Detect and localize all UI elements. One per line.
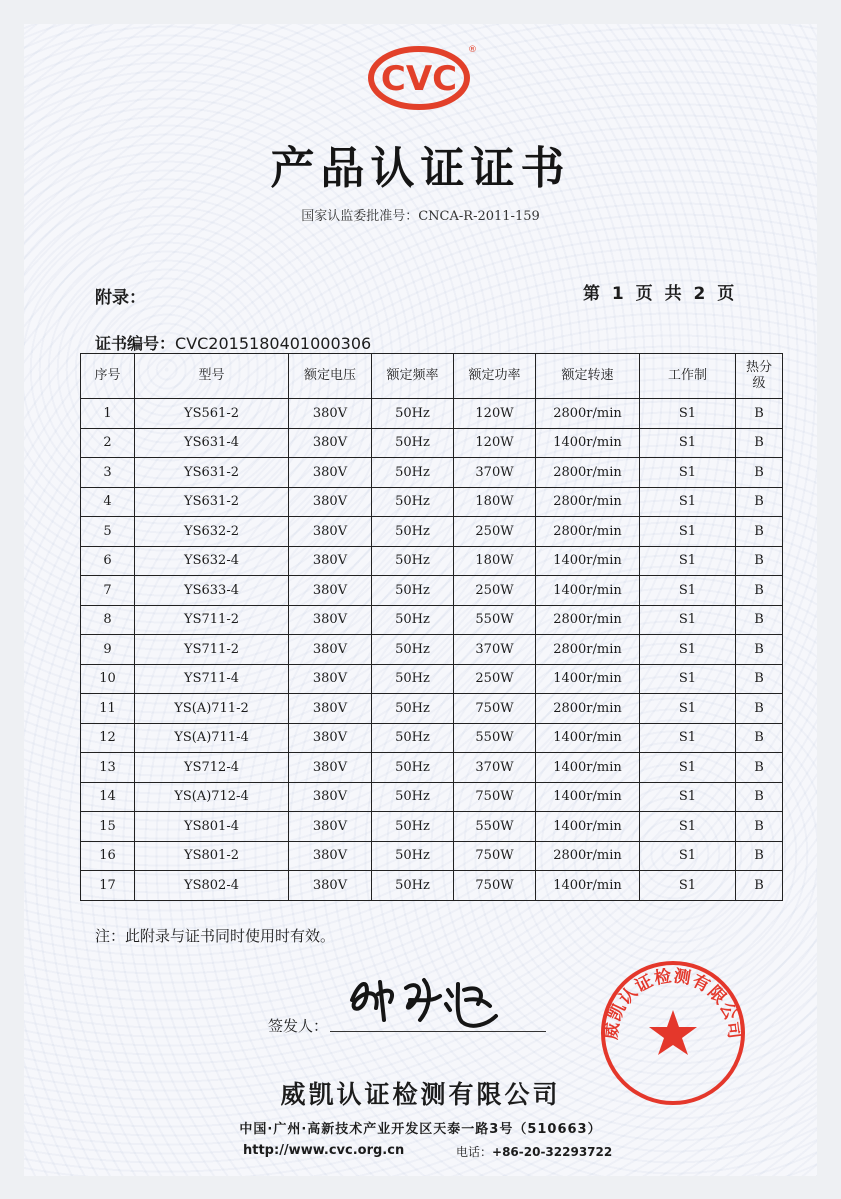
table-cell: 380V bbox=[289, 664, 372, 694]
table-cell: YS561-2 bbox=[135, 399, 289, 429]
table-cell: S1 bbox=[640, 546, 736, 576]
table-row bbox=[81, 664, 783, 694]
table-cell: 250W bbox=[454, 517, 536, 547]
table-cell: 2800r/min bbox=[536, 694, 640, 724]
table-cell: S1 bbox=[640, 576, 736, 606]
table-cell: S1 bbox=[640, 605, 736, 635]
table-cell: S1 bbox=[640, 782, 736, 812]
table-row bbox=[81, 723, 783, 753]
table-cell: S1 bbox=[640, 841, 736, 871]
table-cell: 370W bbox=[454, 635, 536, 665]
table-row bbox=[81, 871, 783, 901]
table-cell: S1 bbox=[640, 753, 736, 783]
table-cell: 50Hz bbox=[372, 753, 454, 783]
table-cell: 180W bbox=[454, 546, 536, 576]
table-row bbox=[81, 458, 783, 488]
table-cell: YS632-4 bbox=[135, 546, 289, 576]
table-cell: YS(A)711-2 bbox=[135, 694, 289, 724]
table-cell: YS711-4 bbox=[135, 664, 289, 694]
table-cell: S1 bbox=[640, 635, 736, 665]
table-cell: S1 bbox=[640, 723, 736, 753]
table-cell: 380V bbox=[289, 753, 372, 783]
table-cell: YS632-2 bbox=[135, 517, 289, 547]
table-cell: 380V bbox=[289, 399, 372, 429]
phone-value: +86-20-32293722 bbox=[492, 1145, 613, 1159]
table-cell: 15 bbox=[81, 812, 135, 842]
table-cell: 1400r/min bbox=[536, 782, 640, 812]
table-cell: 4 bbox=[81, 487, 135, 517]
table-cell: 2800r/min bbox=[536, 399, 640, 429]
table-cell: 370W bbox=[454, 458, 536, 488]
cvc-logo bbox=[367, 42, 477, 110]
table-row bbox=[81, 399, 783, 429]
table-cell: 17 bbox=[81, 871, 135, 901]
certificate-number bbox=[95, 331, 371, 354]
table-cell: YS631-2 bbox=[135, 458, 289, 488]
table-cell: YS(A)712-4 bbox=[135, 782, 289, 812]
table-cell: 370W bbox=[454, 753, 536, 783]
approval-number: 国家认监委批准号：CNCA-R-2011-159 bbox=[301, 209, 540, 224]
table-cell: 380V bbox=[289, 841, 372, 871]
table-cell: 1400r/min bbox=[536, 428, 640, 458]
table-cell: 50Hz bbox=[372, 428, 454, 458]
table-cell: 50Hz bbox=[372, 812, 454, 842]
appendix-label: 附录： bbox=[95, 288, 146, 308]
table-cell: B bbox=[736, 753, 783, 783]
table-row bbox=[81, 517, 783, 547]
table-cell: S1 bbox=[640, 458, 736, 488]
column-header: 额定转速 bbox=[536, 354, 640, 399]
table-cell: B bbox=[736, 841, 783, 871]
table-cell: 750W bbox=[454, 841, 536, 871]
table-cell: 14 bbox=[81, 782, 135, 812]
seal-star-icon bbox=[649, 1010, 697, 1055]
table-cell: YS631-2 bbox=[135, 487, 289, 517]
table-cell: B bbox=[736, 517, 783, 547]
table-cell: 2800r/min bbox=[536, 841, 640, 871]
table-cell: 380V bbox=[289, 458, 372, 488]
table-cell: 50Hz bbox=[372, 605, 454, 635]
table-cell: YS711-2 bbox=[135, 635, 289, 665]
validity-note: 注：此附录与证书同时使用时有效。 bbox=[95, 927, 336, 945]
table-cell: B bbox=[736, 782, 783, 812]
table-cell: S1 bbox=[640, 399, 736, 429]
table-cell: YS633-4 bbox=[135, 576, 289, 606]
table-cell: S1 bbox=[640, 871, 736, 901]
table-cell: 50Hz bbox=[372, 635, 454, 665]
table-cell: 380V bbox=[289, 605, 372, 635]
table-cell: 550W bbox=[454, 605, 536, 635]
table-row bbox=[81, 812, 783, 842]
table-cell: S1 bbox=[640, 664, 736, 694]
table-cell: YS631-4 bbox=[135, 428, 289, 458]
table-row bbox=[81, 694, 783, 724]
table-cell: YS711-2 bbox=[135, 605, 289, 635]
table-cell: 750W bbox=[454, 694, 536, 724]
certificate-number-value: CVC2015180401000306 bbox=[175, 334, 372, 353]
table-cell: 380V bbox=[289, 576, 372, 606]
table-cell: YS801-2 bbox=[135, 841, 289, 871]
table-row bbox=[81, 753, 783, 783]
table-cell: 5 bbox=[81, 517, 135, 547]
table-row bbox=[81, 635, 783, 665]
table-cell: 250W bbox=[454, 576, 536, 606]
table-cell: 1 bbox=[81, 399, 135, 429]
logo-text: CVC bbox=[380, 59, 458, 99]
table-cell: 50Hz bbox=[372, 576, 454, 606]
table-cell: 550W bbox=[454, 812, 536, 842]
page-indicator: 第 1 页 共 2 页 bbox=[583, 284, 735, 304]
table-cell: 2800r/min bbox=[536, 458, 640, 488]
table-cell: B bbox=[736, 871, 783, 901]
company-name: 威凯认证检测有限公司 bbox=[280, 1080, 561, 1109]
table-row bbox=[81, 428, 783, 458]
table-cell: 11 bbox=[81, 694, 135, 724]
table-cell: 250W bbox=[454, 664, 536, 694]
company-phone bbox=[456, 1143, 612, 1160]
table-cell: 380V bbox=[289, 812, 372, 842]
table-cell: 3 bbox=[81, 458, 135, 488]
table-cell: S1 bbox=[640, 517, 736, 547]
table-cell: 7 bbox=[81, 576, 135, 606]
table-cell: 50Hz bbox=[372, 871, 454, 901]
table-cell: B bbox=[736, 487, 783, 517]
table-row bbox=[81, 576, 783, 606]
table-header-row bbox=[81, 354, 783, 399]
certificate-number-label: 证书编号： bbox=[95, 334, 176, 353]
table-cell: B bbox=[736, 635, 783, 665]
table-cell: 2800r/min bbox=[536, 487, 640, 517]
company-website: http://www.cvc.org.cn bbox=[243, 1143, 405, 1158]
table-row bbox=[81, 782, 783, 812]
table-cell: 380V bbox=[289, 723, 372, 753]
column-header: 序号 bbox=[81, 354, 135, 399]
table-cell: YS712-4 bbox=[135, 753, 289, 783]
table-cell: S1 bbox=[640, 812, 736, 842]
table-cell: 2800r/min bbox=[536, 605, 640, 635]
table-cell: S1 bbox=[640, 428, 736, 458]
table-cell: 50Hz bbox=[372, 487, 454, 517]
table-cell: 750W bbox=[454, 871, 536, 901]
table-cell: B bbox=[736, 723, 783, 753]
table-cell: 1400r/min bbox=[536, 812, 640, 842]
table-cell: B bbox=[736, 458, 783, 488]
table-cell: 2800r/min bbox=[536, 635, 640, 665]
table-cell: 380V bbox=[289, 517, 372, 547]
table-cell: 380V bbox=[289, 546, 372, 576]
column-header: 热分级 bbox=[736, 354, 783, 399]
table-cell: B bbox=[736, 812, 783, 842]
table-cell: B bbox=[736, 576, 783, 606]
table-cell: 550W bbox=[454, 723, 536, 753]
column-header: 额定频率 bbox=[372, 354, 454, 399]
column-header: 额定电压 bbox=[289, 354, 372, 399]
table-cell: 180W bbox=[454, 487, 536, 517]
table-cell: 1400r/min bbox=[536, 546, 640, 576]
table-cell: YS(A)711-4 bbox=[135, 723, 289, 753]
signer-label: 签发人： bbox=[268, 1017, 329, 1035]
table-cell: 13 bbox=[81, 753, 135, 783]
table-cell: 1400r/min bbox=[536, 871, 640, 901]
table-cell: 2800r/min bbox=[536, 517, 640, 547]
table-row bbox=[81, 605, 783, 635]
table-cell: 380V bbox=[289, 487, 372, 517]
table-cell: YS801-4 bbox=[135, 812, 289, 842]
document-title: 产品认证证书 bbox=[270, 143, 571, 194]
table-cell: 120W bbox=[454, 399, 536, 429]
handwritten-signature bbox=[340, 960, 510, 1038]
table-cell: 50Hz bbox=[372, 723, 454, 753]
table-row bbox=[81, 841, 783, 871]
table-cell: 8 bbox=[81, 605, 135, 635]
table-cell: 380V bbox=[289, 871, 372, 901]
phone-label: 电话： bbox=[456, 1145, 493, 1159]
table-cell: 50Hz bbox=[372, 841, 454, 871]
table-cell: 50Hz bbox=[372, 664, 454, 694]
table-cell: 2 bbox=[81, 428, 135, 458]
company-address: 中国·广州·高新技术产业开发区天泰一路3号（510663） bbox=[239, 1122, 602, 1137]
table-cell: B bbox=[736, 664, 783, 694]
table-cell: 9 bbox=[81, 635, 135, 665]
table-cell: 50Hz bbox=[372, 517, 454, 547]
table-cell: 750W bbox=[454, 782, 536, 812]
table-cell: B bbox=[736, 399, 783, 429]
table-cell: 10 bbox=[81, 664, 135, 694]
table-cell: 6 bbox=[81, 546, 135, 576]
table-cell: B bbox=[736, 546, 783, 576]
table-cell: 16 bbox=[81, 841, 135, 871]
table-cell: 1400r/min bbox=[536, 753, 640, 783]
table-cell: 50Hz bbox=[372, 399, 454, 429]
table-cell: 1400r/min bbox=[536, 723, 640, 753]
column-header: 工作制 bbox=[640, 354, 736, 399]
table-cell: YS802-4 bbox=[135, 871, 289, 901]
column-header: 额定功率 bbox=[454, 354, 536, 399]
table-cell: 380V bbox=[289, 428, 372, 458]
table-cell: B bbox=[736, 694, 783, 724]
table-cell: 1400r/min bbox=[536, 576, 640, 606]
seal-text: 威凯认证检测有限公司 bbox=[601, 966, 745, 1041]
column-header: 型号 bbox=[135, 354, 289, 399]
table-cell: B bbox=[736, 428, 783, 458]
table-cell: 380V bbox=[289, 782, 372, 812]
table-cell: S1 bbox=[640, 487, 736, 517]
table-cell: 50Hz bbox=[372, 694, 454, 724]
table-cell: B bbox=[736, 605, 783, 635]
registered-mark: ® bbox=[468, 45, 477, 55]
table-cell: 380V bbox=[289, 635, 372, 665]
table-cell: 1400r/min bbox=[536, 664, 640, 694]
table-cell: 50Hz bbox=[372, 782, 454, 812]
table-cell: 380V bbox=[289, 694, 372, 724]
table-cell: 12 bbox=[81, 723, 135, 753]
table-row bbox=[81, 546, 783, 576]
table-row bbox=[81, 487, 783, 517]
table-cell: 50Hz bbox=[372, 546, 454, 576]
table-cell: S1 bbox=[640, 694, 736, 724]
table-cell: 50Hz bbox=[372, 458, 454, 488]
product-table bbox=[80, 353, 783, 901]
table-cell: 120W bbox=[454, 428, 536, 458]
